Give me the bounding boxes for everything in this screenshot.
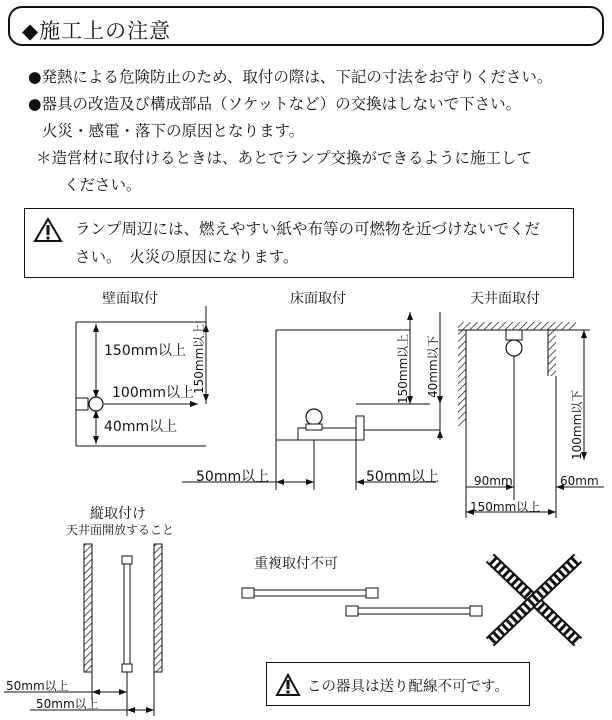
wall-dim-150-label: 150mm以上 <box>104 343 186 359</box>
caution-item: ●発熱による危険防止のため、取付の際は、下記の寸法をお守りください。 <box>28 68 553 86</box>
wall-dim-40-label: 40mm以上 <box>104 419 178 435</box>
warning-icon <box>275 673 301 697</box>
ceiling-dim-100-vertical-label: 100mm以下 <box>570 389 584 460</box>
ceiling-mount-heading: 天井面取付 <box>470 291 540 307</box>
ceiling-dim-60-label: 60mm <box>560 474 599 488</box>
ceiling-dim-150-label: 150mm以上 <box>470 500 541 514</box>
vertical-dim-50-b-label: 50mm以上 <box>36 697 99 711</box>
floor-mount-heading: 床面取付 <box>290 291 346 307</box>
warning-text-line1: ランプ周辺には、燃えやすい紙や布等の可燃物を近づけないでくだ <box>75 220 541 238</box>
floor-dim-50-left-label: 50mm以上 <box>196 469 270 485</box>
ceiling-dim-90-label: 90mm <box>474 474 513 488</box>
floor-dim-50-right-label: 50mm以上 <box>366 469 440 485</box>
warning-text-line2: さい。 火災の原因になります。 <box>75 248 299 266</box>
floor-dim-40-vertical-label: 40mm以下 <box>426 335 440 398</box>
vertical-mount-subheading: 天井面開放すること <box>66 523 175 537</box>
overlap-diagram <box>242 588 482 616</box>
caution-item: ●器具の改造及び構成部品（ソケットなど）の交換はしないで下さい。 <box>28 95 522 113</box>
floor-dim-150-vertical-label: 150mm以上 <box>396 333 410 404</box>
vertical-mount-heading: 縦取付け <box>90 506 146 522</box>
section-title: ◆施工上の注意 <box>22 19 172 43</box>
caution-item: 火災・感電・落下の原因となります。 <box>42 122 305 140</box>
wall-mount-heading: 壁面取付 <box>102 291 158 307</box>
wall-dim-100-label: 100mm以上 <box>112 385 194 401</box>
wiring-note-text: この器具は送り配線不可です。 <box>307 679 509 695</box>
wiring-note-box <box>266 662 530 706</box>
prohibited-cross-mark <box>490 558 578 642</box>
caution-item: ＊造営材に取付けるときは、あとでランプ交換ができるように施工して <box>36 149 533 167</box>
wall-dim-150-vertical-label: 150mm以上 <box>192 323 206 394</box>
vertical-dim-50-a-label: 50mm以上 <box>6 679 69 693</box>
caution-item: ください。 <box>64 176 142 194</box>
overlap-heading: 重複取付不可 <box>254 556 338 572</box>
